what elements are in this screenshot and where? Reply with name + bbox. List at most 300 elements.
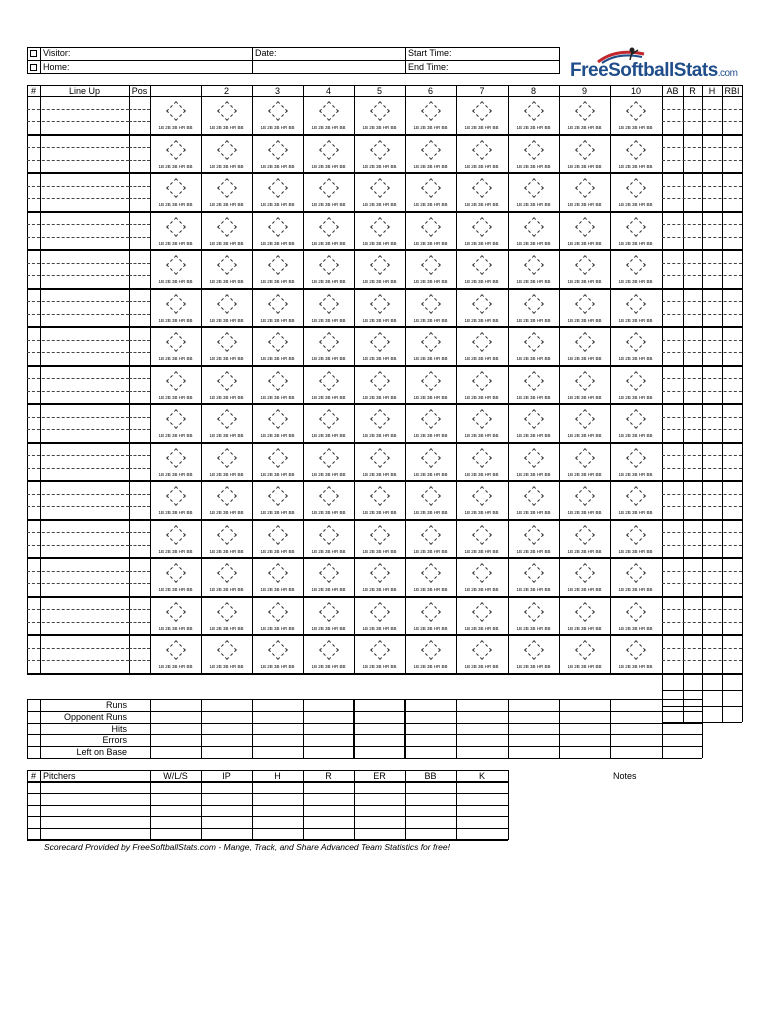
site-logo bbox=[570, 60, 737, 82]
base-diamond bbox=[268, 140, 288, 160]
base-diamond bbox=[472, 409, 492, 429]
hit-options: 1B 2B 3B HR BB bbox=[260, 241, 295, 246]
base-diamond bbox=[421, 217, 441, 237]
column-header: 6 bbox=[427, 86, 433, 96]
base-diamond bbox=[626, 371, 646, 391]
base-diamond bbox=[217, 332, 237, 352]
base-diamond bbox=[421, 525, 441, 545]
base-diamond bbox=[421, 140, 441, 160]
base-diamond bbox=[217, 640, 237, 660]
base-diamond bbox=[370, 101, 390, 121]
hit-options: 1B 2B 3B HR BB bbox=[413, 510, 448, 515]
hit-options: 1B 2B 3B HR BB bbox=[209, 202, 244, 207]
hit-options: 1B 2B 3B HR BB bbox=[158, 664, 193, 669]
base-diamond bbox=[268, 563, 288, 583]
hit-options: 1B 2B 3B HR BB bbox=[516, 510, 551, 515]
hit-options: 1B 2B 3B HR BB bbox=[209, 433, 244, 438]
base-diamond bbox=[575, 371, 595, 391]
hit-options: 1B 2B 3B HR BB bbox=[209, 626, 244, 631]
summary-row-label: Runs bbox=[105, 700, 127, 710]
base-diamond bbox=[524, 294, 544, 314]
hit-options: 1B 2B 3B HR BB bbox=[158, 587, 193, 592]
hit-options: 1B 2B 3B HR BB bbox=[413, 549, 448, 554]
base-diamond bbox=[166, 294, 186, 314]
base-diamond bbox=[370, 217, 390, 237]
pitcher-column-header: # bbox=[30, 771, 36, 781]
base-diamond bbox=[575, 525, 595, 545]
base-diamond bbox=[370, 255, 390, 275]
hit-options: 1B 2B 3B HR BB bbox=[311, 433, 346, 438]
notes-label: Notes bbox=[613, 771, 637, 781]
hit-options: 1B 2B 3B HR BB bbox=[464, 318, 499, 323]
base-diamond bbox=[626, 255, 646, 275]
hit-options: 1B 2B 3B HR BB bbox=[464, 510, 499, 515]
hit-options: 1B 2B 3B HR BB bbox=[516, 279, 551, 284]
hit-options: 1B 2B 3B HR BB bbox=[464, 433, 499, 438]
column-header: AB bbox=[666, 86, 679, 96]
column-header: RBI bbox=[724, 86, 740, 96]
hit-options: 1B 2B 3B HR BB bbox=[413, 356, 448, 361]
hit-options: 1B 2B 3B HR BB bbox=[464, 395, 499, 400]
hit-options: 1B 2B 3B HR BB bbox=[158, 433, 193, 438]
hit-options: 1B 2B 3B HR BB bbox=[516, 202, 551, 207]
base-diamond bbox=[421, 371, 441, 391]
hit-options: 1B 2B 3B HR BB bbox=[618, 549, 653, 554]
base-diamond bbox=[524, 101, 544, 121]
pitcher-column-header: W/L/S bbox=[163, 771, 188, 781]
column-header: H bbox=[708, 86, 716, 96]
base-diamond bbox=[626, 178, 646, 198]
base-diamond bbox=[472, 371, 492, 391]
hit-options: 1B 2B 3B HR BB bbox=[362, 125, 397, 130]
base-diamond bbox=[575, 255, 595, 275]
summary-row-label: Left on Base bbox=[76, 747, 127, 757]
hit-options: 1B 2B 3B HR BB bbox=[567, 626, 602, 631]
pitcher-column-header: Pitchers bbox=[43, 771, 76, 781]
base-diamond bbox=[421, 409, 441, 429]
hit-options: 1B 2B 3B HR BB bbox=[464, 472, 499, 477]
base-diamond bbox=[626, 563, 646, 583]
hit-options: 1B 2B 3B HR BB bbox=[311, 318, 346, 323]
hit-options: 1B 2B 3B HR BB bbox=[209, 125, 244, 130]
hit-options: 1B 2B 3B HR BB bbox=[413, 125, 448, 130]
hit-options: 1B 2B 3B HR BB bbox=[567, 472, 602, 477]
hit-options: 1B 2B 3B HR BB bbox=[567, 664, 602, 669]
hit-options: 1B 2B 3B HR BB bbox=[311, 279, 346, 284]
base-diamond bbox=[166, 178, 186, 198]
base-diamond bbox=[524, 217, 544, 237]
column-header: 8 bbox=[530, 86, 536, 96]
hit-options: 1B 2B 3B HR BB bbox=[260, 125, 295, 130]
hit-options: 1B 2B 3B HR BB bbox=[260, 202, 295, 207]
base-diamond bbox=[319, 101, 339, 121]
base-diamond bbox=[472, 448, 492, 468]
column-header: Line Up bbox=[68, 86, 101, 96]
base-diamond bbox=[319, 640, 339, 660]
base-diamond bbox=[626, 294, 646, 314]
hit-options: 1B 2B 3B HR BB bbox=[618, 664, 653, 669]
hit-options: 1B 2B 3B HR BB bbox=[362, 626, 397, 631]
base-diamond bbox=[268, 640, 288, 660]
hit-options: 1B 2B 3B HR BB bbox=[618, 241, 653, 246]
hit-options: 1B 2B 3B HR BB bbox=[311, 664, 346, 669]
base-diamond bbox=[524, 448, 544, 468]
hit-options: 1B 2B 3B HR BB bbox=[567, 125, 602, 130]
base-diamond bbox=[575, 332, 595, 352]
base-diamond bbox=[370, 332, 390, 352]
base-diamond bbox=[217, 563, 237, 583]
summary-row-label: Opponent Runs bbox=[63, 712, 127, 722]
hit-options: 1B 2B 3B HR BB bbox=[464, 279, 499, 284]
end-time-label: End Time: bbox=[408, 62, 449, 72]
hit-options: 1B 2B 3B HR BB bbox=[516, 318, 551, 323]
base-diamond bbox=[268, 101, 288, 121]
hit-options: 1B 2B 3B HR BB bbox=[362, 202, 397, 207]
hit-options: 1B 2B 3B HR BB bbox=[516, 395, 551, 400]
hit-options: 1B 2B 3B HR BB bbox=[209, 472, 244, 477]
base-diamond bbox=[421, 332, 441, 352]
base-diamond bbox=[166, 371, 186, 391]
hit-options: 1B 2B 3B HR BB bbox=[209, 510, 244, 515]
base-diamond bbox=[268, 525, 288, 545]
hit-options: 1B 2B 3B HR BB bbox=[158, 202, 193, 207]
base-diamond bbox=[370, 602, 390, 622]
hit-options: 1B 2B 3B HR BB bbox=[413, 472, 448, 477]
column-header: 3 bbox=[274, 86, 280, 96]
hit-options: 1B 2B 3B HR BB bbox=[413, 587, 448, 592]
base-diamond bbox=[319, 371, 339, 391]
hit-options: 1B 2B 3B HR BB bbox=[413, 164, 448, 169]
hit-options: 1B 2B 3B HR BB bbox=[464, 664, 499, 669]
base-diamond bbox=[524, 486, 544, 506]
base-diamond bbox=[370, 486, 390, 506]
column-header: 2 bbox=[223, 86, 229, 96]
base-diamond bbox=[575, 101, 595, 121]
hit-options: 1B 2B 3B HR BB bbox=[464, 164, 499, 169]
start-time-label: Start Time: bbox=[408, 48, 452, 58]
column-header: 9 bbox=[581, 86, 587, 96]
hit-options: 1B 2B 3B HR BB bbox=[158, 356, 193, 361]
hit-options: 1B 2B 3B HR BB bbox=[209, 549, 244, 554]
hit-options: 1B 2B 3B HR BB bbox=[516, 433, 551, 438]
base-diamond bbox=[472, 101, 492, 121]
base-diamond bbox=[524, 140, 544, 160]
base-diamond bbox=[575, 486, 595, 506]
hit-options: 1B 2B 3B HR BB bbox=[362, 510, 397, 515]
hit-options: 1B 2B 3B HR BB bbox=[158, 395, 193, 400]
hit-options: 1B 2B 3B HR BB bbox=[618, 433, 653, 438]
hit-options: 1B 2B 3B HR BB bbox=[260, 279, 295, 284]
hit-options: 1B 2B 3B HR BB bbox=[158, 125, 193, 130]
hit-options: 1B 2B 3B HR BB bbox=[260, 626, 295, 631]
base-diamond bbox=[575, 140, 595, 160]
hit-options: 1B 2B 3B HR BB bbox=[158, 241, 193, 246]
base-diamond bbox=[421, 101, 441, 121]
base-diamond bbox=[319, 294, 339, 314]
base-diamond bbox=[268, 294, 288, 314]
hit-options: 1B 2B 3B HR BB bbox=[516, 664, 551, 669]
column-header: Pos bbox=[131, 86, 148, 96]
base-diamond bbox=[319, 563, 339, 583]
hit-options: 1B 2B 3B HR BB bbox=[413, 202, 448, 207]
base-diamond bbox=[217, 255, 237, 275]
logo-text: FreeSoftballStats bbox=[570, 60, 718, 81]
base-diamond bbox=[370, 640, 390, 660]
column-header: 10 bbox=[630, 86, 641, 96]
hit-options: 1B 2B 3B HR BB bbox=[618, 626, 653, 631]
hit-options: 1B 2B 3B HR BB bbox=[464, 241, 499, 246]
base-diamond bbox=[575, 294, 595, 314]
base-diamond bbox=[626, 101, 646, 121]
hit-options: 1B 2B 3B HR BB bbox=[362, 664, 397, 669]
pitcher-column-header: ER bbox=[373, 771, 386, 781]
base-diamond bbox=[217, 101, 237, 121]
date-label: Date: bbox=[255, 48, 277, 58]
hit-options: 1B 2B 3B HR BB bbox=[618, 395, 653, 400]
base-diamond bbox=[421, 448, 441, 468]
hit-options: 1B 2B 3B HR BB bbox=[413, 626, 448, 631]
hit-options: 1B 2B 3B HR BB bbox=[516, 549, 551, 554]
base-diamond bbox=[370, 140, 390, 160]
base-diamond bbox=[370, 178, 390, 198]
hit-options: 1B 2B 3B HR BB bbox=[362, 587, 397, 592]
base-diamond bbox=[319, 525, 339, 545]
hit-options: 1B 2B 3B HR BB bbox=[464, 125, 499, 130]
base-diamond bbox=[268, 486, 288, 506]
hit-options: 1B 2B 3B HR BB bbox=[413, 318, 448, 323]
hit-options: 1B 2B 3B HR BB bbox=[464, 587, 499, 592]
hit-options: 1B 2B 3B HR BB bbox=[311, 125, 346, 130]
hit-options: 1B 2B 3B HR BB bbox=[209, 664, 244, 669]
base-diamond bbox=[626, 448, 646, 468]
hit-options: 1B 2B 3B HR BB bbox=[158, 279, 193, 284]
hit-options: 1B 2B 3B HR BB bbox=[567, 510, 602, 515]
base-diamond bbox=[370, 371, 390, 391]
base-diamond bbox=[472, 140, 492, 160]
base-diamond bbox=[217, 602, 237, 622]
hit-options: 1B 2B 3B HR BB bbox=[362, 395, 397, 400]
hit-options: 1B 2B 3B HR BB bbox=[158, 318, 193, 323]
base-diamond bbox=[268, 217, 288, 237]
hit-options: 1B 2B 3B HR BB bbox=[413, 279, 448, 284]
base-diamond bbox=[472, 178, 492, 198]
base-diamond bbox=[472, 332, 492, 352]
base-diamond bbox=[166, 563, 186, 583]
base-diamond bbox=[472, 294, 492, 314]
pitcher-column-header: H bbox=[274, 771, 281, 781]
base-diamond bbox=[166, 255, 186, 275]
base-diamond bbox=[524, 255, 544, 275]
hit-options: 1B 2B 3B HR BB bbox=[362, 356, 397, 361]
pitcher-column-header: K bbox=[478, 771, 485, 781]
base-diamond bbox=[319, 448, 339, 468]
base-diamond bbox=[524, 178, 544, 198]
hit-options: 1B 2B 3B HR BB bbox=[567, 164, 602, 169]
base-diamond bbox=[268, 371, 288, 391]
pitcher-column-header: IP bbox=[222, 771, 231, 781]
hit-options: 1B 2B 3B HR BB bbox=[260, 587, 295, 592]
hit-options: 1B 2B 3B HR BB bbox=[311, 549, 346, 554]
hit-options: 1B 2B 3B HR BB bbox=[618, 318, 653, 323]
base-diamond bbox=[319, 217, 339, 237]
pitcher-column-header: R bbox=[325, 771, 332, 781]
hit-options: 1B 2B 3B HR BB bbox=[362, 241, 397, 246]
base-diamond bbox=[217, 217, 237, 237]
hit-options: 1B 2B 3B HR BB bbox=[516, 626, 551, 631]
base-diamond bbox=[575, 448, 595, 468]
base-diamond bbox=[421, 563, 441, 583]
hit-options: 1B 2B 3B HR BB bbox=[311, 202, 346, 207]
hit-options: 1B 2B 3B HR BB bbox=[209, 356, 244, 361]
base-diamond bbox=[166, 602, 186, 622]
column-header: 7 bbox=[479, 86, 485, 96]
visitor-label: Visitor: bbox=[43, 48, 71, 58]
hit-options: 1B 2B 3B HR BB bbox=[158, 549, 193, 554]
base-diamond bbox=[524, 409, 544, 429]
base-diamond bbox=[166, 525, 186, 545]
hit-options: 1B 2B 3B HR BB bbox=[618, 202, 653, 207]
base-diamond bbox=[524, 563, 544, 583]
base-diamond bbox=[472, 602, 492, 622]
base-diamond bbox=[319, 602, 339, 622]
hit-options: 1B 2B 3B HR BB bbox=[158, 510, 193, 515]
base-diamond bbox=[575, 640, 595, 660]
base-diamond bbox=[319, 332, 339, 352]
base-diamond bbox=[319, 255, 339, 275]
hit-options: 1B 2B 3B HR BB bbox=[158, 626, 193, 631]
hit-options: 1B 2B 3B HR BB bbox=[362, 433, 397, 438]
base-diamond bbox=[319, 140, 339, 160]
pitcher-column-header: BB bbox=[424, 771, 437, 781]
base-diamond bbox=[626, 140, 646, 160]
hit-options: 1B 2B 3B HR BB bbox=[618, 472, 653, 477]
base-diamond bbox=[472, 255, 492, 275]
base-diamond bbox=[268, 602, 288, 622]
base-diamond bbox=[575, 217, 595, 237]
hit-options: 1B 2B 3B HR BB bbox=[260, 356, 295, 361]
column-header: 4 bbox=[325, 86, 331, 96]
base-diamond bbox=[524, 602, 544, 622]
base-diamond bbox=[370, 409, 390, 429]
hit-options: 1B 2B 3B HR BB bbox=[362, 472, 397, 477]
base-diamond bbox=[421, 294, 441, 314]
hit-options: 1B 2B 3B HR BB bbox=[311, 164, 346, 169]
summary-row-label: Hits bbox=[111, 724, 127, 734]
summary-row-label: Errors bbox=[102, 735, 127, 745]
base-diamond bbox=[626, 409, 646, 429]
base-diamond bbox=[370, 525, 390, 545]
hit-options: 1B 2B 3B HR BB bbox=[158, 164, 193, 169]
hit-options: 1B 2B 3B HR BB bbox=[567, 318, 602, 323]
hit-options: 1B 2B 3B HR BB bbox=[567, 202, 602, 207]
column-header: R bbox=[689, 86, 696, 96]
hit-options: 1B 2B 3B HR BB bbox=[311, 587, 346, 592]
hit-options: 1B 2B 3B HR BB bbox=[618, 356, 653, 361]
base-diamond bbox=[370, 294, 390, 314]
hit-options: 1B 2B 3B HR BB bbox=[464, 626, 499, 631]
base-diamond bbox=[268, 255, 288, 275]
base-diamond bbox=[524, 371, 544, 391]
hit-options: 1B 2B 3B HR BB bbox=[413, 241, 448, 246]
hit-options: 1B 2B 3B HR BB bbox=[413, 395, 448, 400]
base-diamond bbox=[319, 409, 339, 429]
base-diamond bbox=[524, 640, 544, 660]
hit-options: 1B 2B 3B HR BB bbox=[567, 587, 602, 592]
base-diamond bbox=[575, 178, 595, 198]
base-diamond bbox=[217, 486, 237, 506]
base-diamond bbox=[217, 371, 237, 391]
hit-options: 1B 2B 3B HR BB bbox=[362, 318, 397, 323]
base-diamond bbox=[268, 409, 288, 429]
hit-options: 1B 2B 3B HR BB bbox=[413, 433, 448, 438]
base-diamond bbox=[626, 602, 646, 622]
hit-options: 1B 2B 3B HR BB bbox=[567, 433, 602, 438]
base-diamond bbox=[524, 525, 544, 545]
base-diamond bbox=[217, 448, 237, 468]
base-diamond bbox=[472, 486, 492, 506]
hit-options: 1B 2B 3B HR BB bbox=[464, 549, 499, 554]
visitor-checkbox[interactable] bbox=[30, 48, 41, 59]
hit-options: 1B 2B 3B HR BB bbox=[209, 164, 244, 169]
hit-options: 1B 2B 3B HR BB bbox=[516, 356, 551, 361]
base-diamond bbox=[166, 640, 186, 660]
hit-options: 1B 2B 3B HR BB bbox=[567, 279, 602, 284]
hit-options: 1B 2B 3B HR BB bbox=[209, 279, 244, 284]
hit-options: 1B 2B 3B HR BB bbox=[260, 433, 295, 438]
hit-options: 1B 2B 3B HR BB bbox=[464, 356, 499, 361]
base-diamond bbox=[268, 448, 288, 468]
hit-options: 1B 2B 3B HR BB bbox=[260, 549, 295, 554]
hit-options: 1B 2B 3B HR BB bbox=[516, 125, 551, 130]
hit-options: 1B 2B 3B HR BB bbox=[260, 318, 295, 323]
base-diamond bbox=[421, 602, 441, 622]
base-diamond bbox=[217, 140, 237, 160]
base-diamond bbox=[575, 563, 595, 583]
hit-options: 1B 2B 3B HR BB bbox=[260, 395, 295, 400]
base-diamond bbox=[472, 640, 492, 660]
hit-options: 1B 2B 3B HR BB bbox=[464, 202, 499, 207]
home-checkbox[interactable] bbox=[30, 62, 41, 73]
hit-options: 1B 2B 3B HR BB bbox=[362, 279, 397, 284]
hit-options: 1B 2B 3B HR BB bbox=[260, 510, 295, 515]
base-diamond bbox=[421, 486, 441, 506]
hit-options: 1B 2B 3B HR BB bbox=[618, 164, 653, 169]
base-diamond bbox=[268, 332, 288, 352]
base-diamond bbox=[217, 178, 237, 198]
base-diamond bbox=[421, 255, 441, 275]
footer-credit: Scorecard Provided by FreeSoftballStats.com - Mange, Track, and Share Advanced Team Statistics for free! bbox=[44, 842, 450, 852]
hit-options: 1B 2B 3B HR BB bbox=[362, 164, 397, 169]
hit-options: 1B 2B 3B HR BB bbox=[209, 318, 244, 323]
hit-options: 1B 2B 3B HR BB bbox=[516, 164, 551, 169]
home-label: Home: bbox=[43, 62, 70, 72]
base-diamond bbox=[626, 640, 646, 660]
base-diamond bbox=[575, 409, 595, 429]
base-diamond bbox=[524, 332, 544, 352]
hit-options: 1B 2B 3B HR BB bbox=[311, 356, 346, 361]
hit-options: 1B 2B 3B HR BB bbox=[260, 472, 295, 477]
base-diamond bbox=[626, 217, 646, 237]
base-diamond bbox=[319, 486, 339, 506]
base-diamond bbox=[319, 178, 339, 198]
base-diamond bbox=[370, 448, 390, 468]
base-diamond bbox=[421, 640, 441, 660]
base-diamond bbox=[626, 486, 646, 506]
base-diamond bbox=[472, 217, 492, 237]
hit-options: 1B 2B 3B HR BB bbox=[311, 626, 346, 631]
base-diamond bbox=[166, 101, 186, 121]
hit-options: 1B 2B 3B HR BB bbox=[209, 241, 244, 246]
